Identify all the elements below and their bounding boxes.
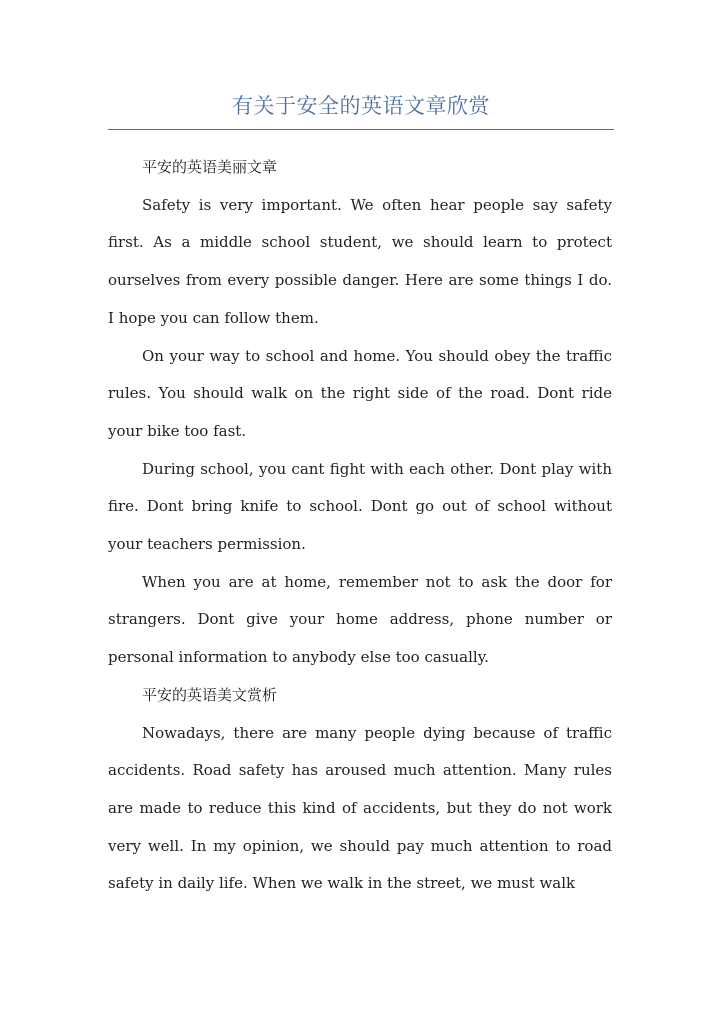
paragraph: Safety is very important. We often hear people say safety first. As a middle school student, we should learn to protect ourselves from every possible danger. Here are some things I do. I hope you can follow them. [108,195,612,327]
title-underline [108,129,614,130]
document-body [108,149,612,903]
paragraph: Nowadays, there are many people dying because of traffic accidents. Road safety has aroused much attention. Many rules are made to reduce this kind of accidents, but they do not work very well. In my opinion, we should pay much attention to road safety in daily life. When we walk in the street, we must walk [108,723,612,893]
paragraph: When you are at home, remember not to ask the door for strangers. Dont give your home address, phone number or personal information to anybody else too casually. [108,572,612,667]
paragraph: On your way to school and home. You should obey the traffic rules. You should walk on the right side of the road. Dont ride your bike too fast. [108,346,612,440]
section-heading: 平安的英语美丽文章 [142,158,278,176]
section-heading: 平安的英语美文赏析 [142,685,278,704]
paragraph: During school, you cant fight with each other. Dont play with fire. Dont bring knife to school. Dont go out of school without your teachers permission. [108,459,612,554]
document-title: 有关于安全的英语文章欣赏 [232,94,490,118]
